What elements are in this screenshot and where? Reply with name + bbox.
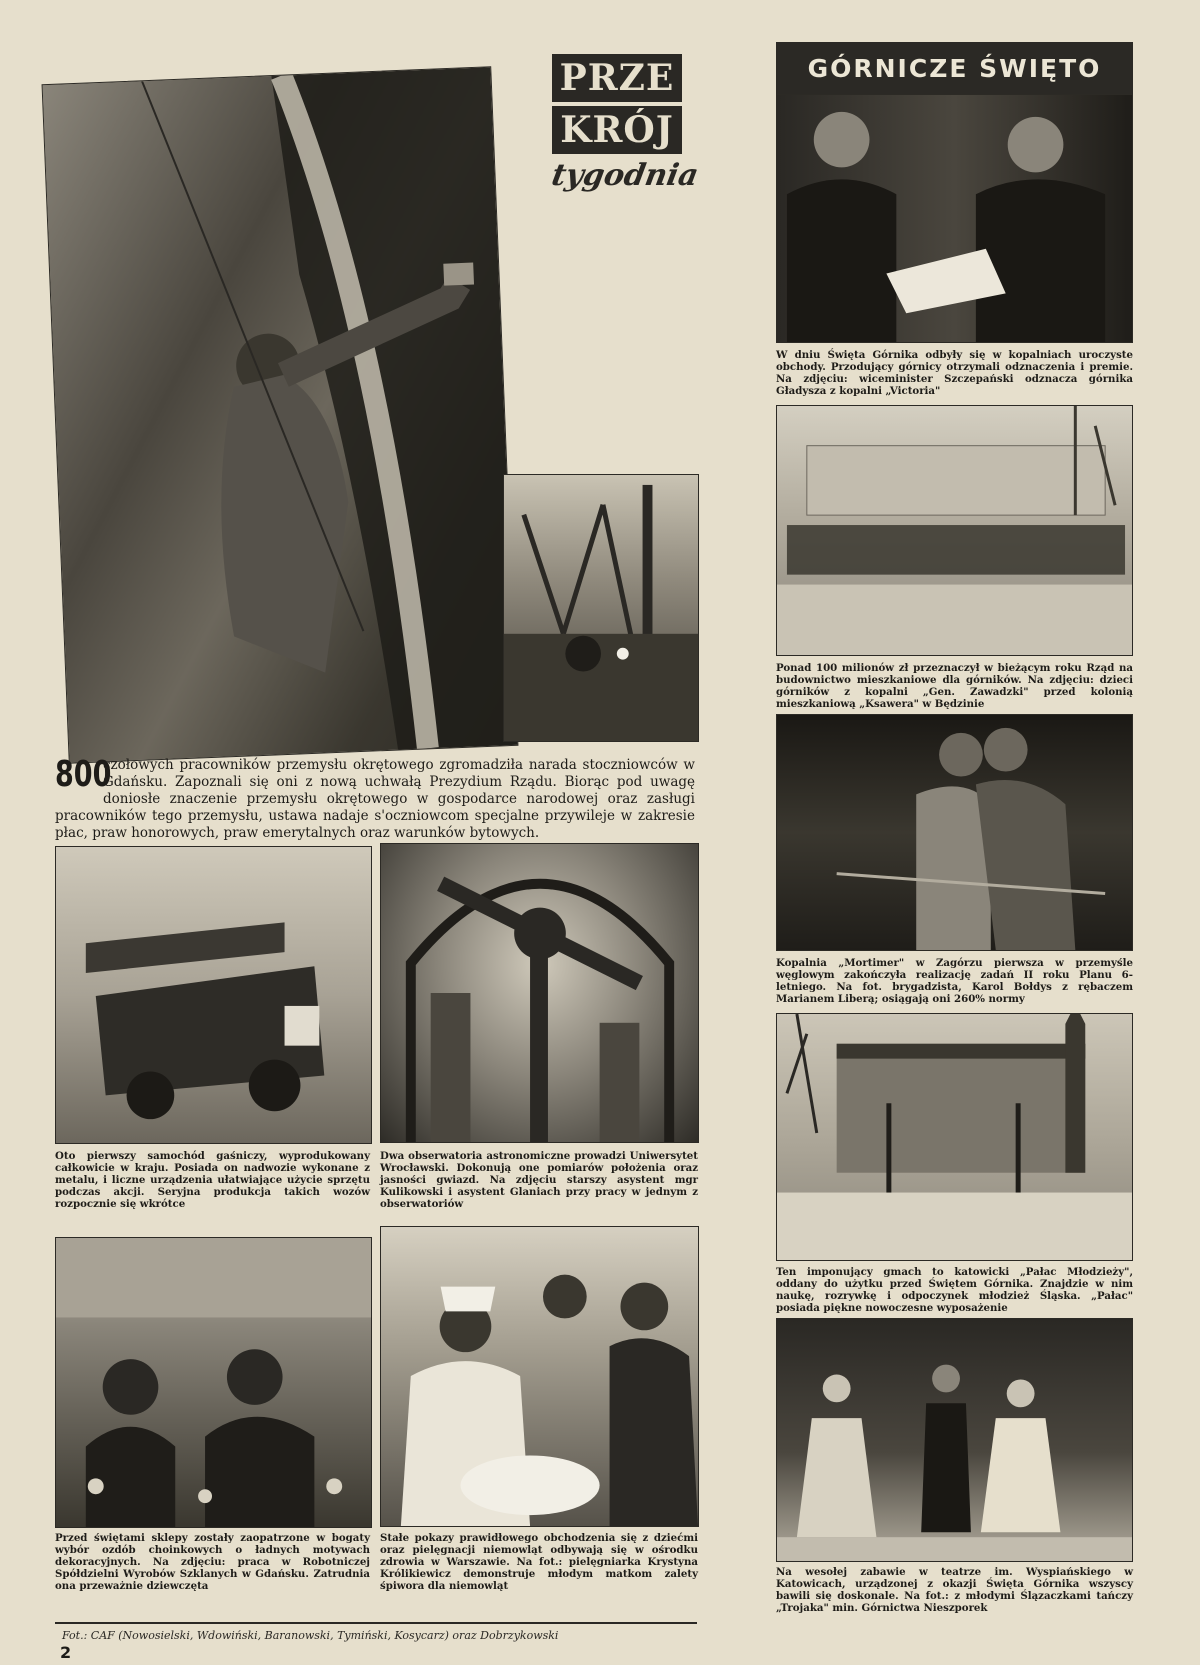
section-header: GÓRNICZE ŚWIĘTO: [776, 42, 1133, 94]
photo-dance-party: [776, 1318, 1133, 1562]
photo-ornament-workers: [55, 1237, 372, 1528]
intro-text: czołowych pracowników przemysłu okrętowego zgromadziła narada stoczniowców w Gdańsku. Zapoznali się oni z nową uchwałą Prezydium Rządu. Biorąc pod uwagę doniosłe znaczenie przemysłu okrętowego w gospodarce narodowej oraz zasługi pracowników tego przemysłu, ustawa nadaje s'oczniowcom specjalne przywileje w zakresie płac, praw honorowych, praw emerytalnych oraz warunków bytowych.: [55, 757, 695, 841]
intro-big-number: 800: [55, 754, 112, 795]
photo-miners-children: [776, 405, 1133, 656]
photo-medal-ceremony: [776, 94, 1133, 343]
photo-shipyard-welding: [503, 474, 699, 742]
logo-script: tygodnia: [548, 158, 702, 193]
photo-ship-painter: [42, 66, 519, 764]
caption-nursing: Stałe pokazy prawidłowego obchodzenia się z dziećmi oraz pielęgnacji niemowląt odbywają się w ośrodku zdrowia w Warszawie. Na fot.: pielęgniarka Krystyna Królikiewicz demonstruje młodym matkom zalety śpiwora dla niemowląt: [380, 1532, 698, 1592]
caption-miners: Kopalnia „Mortimer" w Zagórzu pierwsza w przemyśle węglowym zakończyła realizację zadań II roku Planu 6-letniego. Na fot. brygadzista, Karol Bołdys z rębaczem Marianem Liberą; osiągają oni 260% normy: [776, 957, 1133, 1005]
caption-ornaments: Przed świętami sklepy zostały zaopatrzone w bogaty wybór ozdób choinkowych o ładnych motywach dekoracyjnych. Na zdjęciu: praca w Robotniczej Spółdzielni Wyrobów Szklanych w Gdańsku. Zatrudnia ona przeważnie dziewczęta: [55, 1532, 370, 1592]
caption-palace: Ten imponujący gmach to katowicki „Pałac Młodzieży", oddany do użytku przed Świętem Górnika. Znajdzie w nim naukę, rozrywkę i odpoczynek młodzież Śląska. „Pałac" posiada piękne nowoczesne wyposażenie: [776, 1266, 1133, 1314]
photo-fire-truck: [55, 846, 372, 1144]
photo-observatory: [380, 843, 699, 1143]
logo-line-2: KRÓJ: [552, 106, 682, 154]
page-number: 2: [60, 1643, 72, 1662]
intro-paragraph: [55, 754, 695, 842]
photo-youth-palace: [776, 1013, 1133, 1261]
caption-fire-truck: Oto pierwszy samochód gaśniczy, wyprodukowany całkowicie w kraju. Posiada on nadwozie wykonane z metalu, i liczne urządzenia ułatwiające użycie sprzętu podczas akcji. Seryjna produkcja takich wozów rozpocznie się wkrótce: [55, 1150, 370, 1210]
photo-credits: Fot.: CAF (Nowosielski, Wdowiński, Baranowski, Tymiński, Kosycarz) oraz Dobrzykowski: [62, 1629, 559, 1642]
caption-children: Ponad 100 milionów zł przeznaczył w bieżącym roku Rząd na budownictwo mieszkaniowe dla górników. Na zdjęciu: dzieci górników z kopalni „Gen. Zawadzki" przed kolonią mieszkaniową „Ksawera" w Będzinie: [776, 662, 1133, 710]
caption-observatory: Dwa obserwatoria astronomiczne prowadzi Uniwersytet Wrocławski. Dokonują one pomiarów położenia oraz jasności gwiazd. Na zdjęciu starszy asystent mgr Kulikowski i asystent Glaniach przy pracy w jednym z obserwatoriów: [380, 1150, 698, 1210]
magazine-logo: [540, 54, 710, 204]
caption-ceremony: W dniu Święta Górnika odbyły się w kopalniach uroczyste obchody. Przodujący górnicy otrzymali odznaczenia i premie. Na zdjęciu: wiceminister Szczepański odznacza górnika Gładysza z kopalni „Victoria": [776, 349, 1133, 397]
logo-line-1: PRZE: [552, 54, 682, 102]
credits-divider: [55, 1622, 697, 1624]
caption-dance: Na wesołej zabawie w teatrze im. Wyspiańskiego w Katowicach, urządzonej z okazji Święta Górnika wszyscy bawili się doskonale. Na fot.: z młodymi Ślązaczkami tańczy „Trojaka" min. Górnictwa Nieszporek: [776, 1566, 1133, 1614]
photo-nursing-demo: [380, 1226, 699, 1527]
photo-coal-miners: [776, 714, 1133, 951]
